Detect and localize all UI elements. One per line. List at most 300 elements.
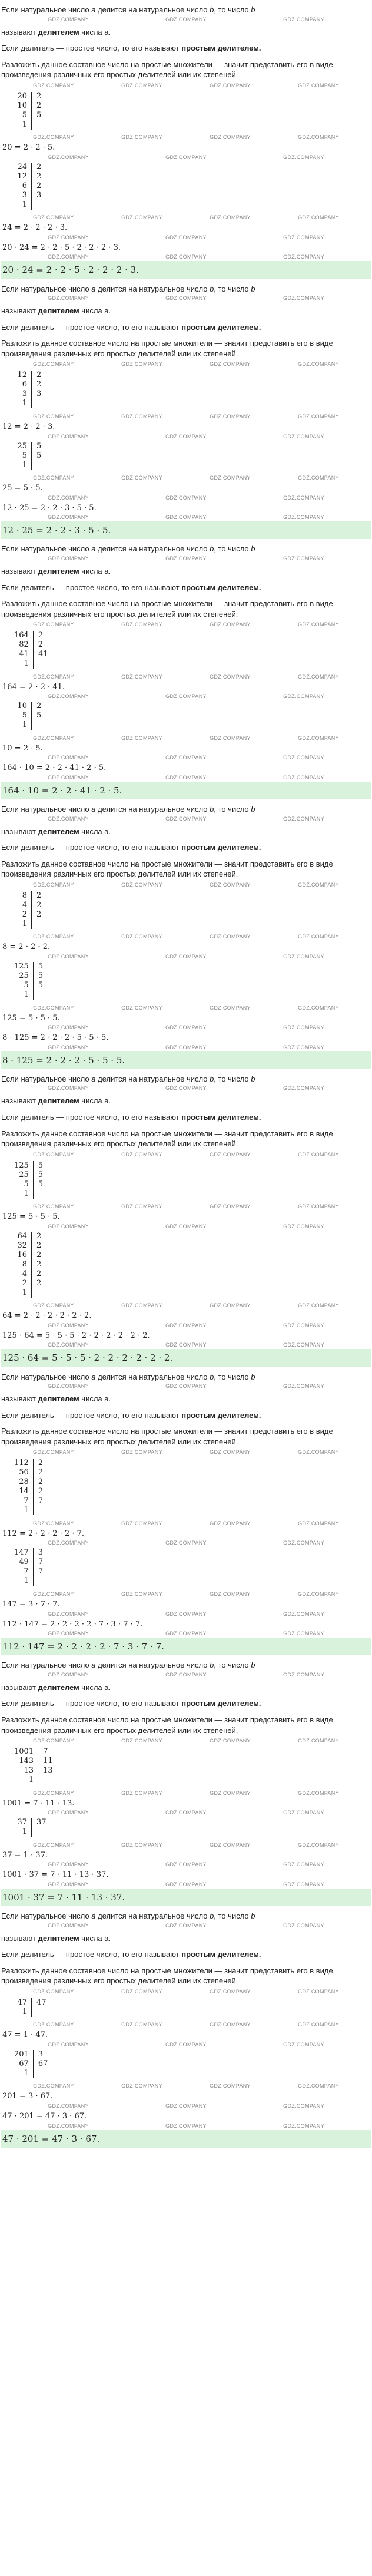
watermark: GDZ.COMPANY <box>121 1738 162 1744</box>
dividend-cell: 13 <box>12 1766 38 1775</box>
watermark: GDZ.COMPANY <box>121 673 162 680</box>
watermark: GDZ.COMPANY <box>283 1383 324 1390</box>
watermark: GDZ.COMPANY <box>33 881 74 888</box>
term-divisor: делителем <box>38 566 79 576</box>
watermark: GDZ.COMPANY <box>48 2122 89 2129</box>
watermark: GDZ.COMPANY <box>165 1085 207 1092</box>
watermark: GDZ.COMPANY <box>121 1590 162 1597</box>
prime-divisor-cell: 2 <box>36 181 42 190</box>
factorization-row <box>12 1567 54 1576</box>
prime-divisor-cell: 5 <box>36 451 42 460</box>
prime-divisor-cell: 2 <box>36 1250 42 1259</box>
prime-divisor-cell: 2 <box>36 900 42 910</box>
dividend-cell: 56 <box>12 1468 33 1477</box>
watermark-row <box>1 2042 371 2048</box>
dividend-cell: 1 <box>12 461 32 470</box>
watermark: GDZ.COMPANY <box>165 1540 207 1546</box>
definition-prime-divisor <box>1 1695 371 1710</box>
watermark: GDZ.COMPANY <box>121 1151 162 1158</box>
dividend-cell: 125 <box>12 962 33 971</box>
answer-highlight: 164 · 10 = 2 · 2 · 41 · 2 · 5. <box>1 782 371 799</box>
dividend-cell: 37 <box>12 1818 32 1827</box>
dividend-cell: 1 <box>12 659 33 669</box>
definition-text: называют <box>1 826 38 836</box>
prime-divisor-cell: 67 <box>38 2059 48 2068</box>
dividend-cell: 112 <box>12 1459 33 1468</box>
watermark: GDZ.COMPANY <box>48 1383 89 1390</box>
prime-divisor-cell: 7 <box>38 1567 44 1576</box>
watermark: GDZ.COMPANY <box>298 214 339 221</box>
watermark-row <box>1 234 371 240</box>
watermark-row <box>1 954 371 960</box>
factorization-row <box>12 1260 52 1269</box>
dividend-cell: 2 <box>12 1279 32 1288</box>
prime-divisor-cell <box>33 990 54 1000</box>
solution-blocks <box>1 629 371 799</box>
factorization-row <box>12 1189 54 1199</box>
prime-divisor-cell: 5 <box>36 110 42 120</box>
watermark-row <box>1 674 371 680</box>
watermark: GDZ.COMPANY <box>210 934 251 940</box>
equation-line: 1001 = 7 · 11 · 13. <box>2 1798 75 1808</box>
definition-text: , то число <box>214 1074 251 1083</box>
watermark-row <box>1 360 371 368</box>
definition-text: числа a. <box>79 27 111 37</box>
term-prime-divisor: простым делителем. <box>181 322 261 332</box>
watermark: GDZ.COMPANY <box>121 1203 162 1210</box>
factorization-table <box>12 163 52 210</box>
watermark: GDZ.COMPANY <box>33 214 74 221</box>
watermark-row <box>1 1085 371 1091</box>
watermark-row <box>1 1631 371 1636</box>
prime-divisor-cell: 2 <box>36 1241 42 1250</box>
watermark: GDZ.COMPANY <box>298 1988 339 1995</box>
var-b: b <box>251 544 255 554</box>
var-a: a <box>91 1912 96 1921</box>
watermark: GDZ.COMPANY <box>165 16 207 22</box>
dividend-cell: 164 <box>12 631 33 640</box>
prime-divisor-cell <box>32 120 52 130</box>
watermark: GDZ.COMPANY <box>210 1004 251 1011</box>
prime-divisor-cell <box>33 659 54 669</box>
equation-line: 12 = 2 · 2 · 3. <box>2 422 55 431</box>
watermark: GDZ.COMPANY <box>48 953 89 960</box>
definition-text: делится на натуральное число <box>95 284 210 293</box>
dividend-cell: 67 <box>12 2059 33 2069</box>
definition-prime-divisor <box>1 1407 371 1422</box>
watermark-row <box>1 1342 371 1348</box>
var-a: a <box>91 284 96 293</box>
dividend-cell: 125 <box>12 1161 33 1170</box>
var-b: b <box>210 1372 214 1381</box>
watermark: GDZ.COMPANY <box>33 2083 74 2089</box>
factorization-row <box>12 1459 54 1468</box>
watermark: GDZ.COMPANY <box>48 1223 89 1229</box>
prime-divisor-cell <box>32 200 52 210</box>
prime-divisor-cell: 47 <box>36 1998 46 2007</box>
var-b: b <box>251 1074 255 1083</box>
prime-divisor-cell: 2 <box>38 1487 44 1496</box>
watermark: GDZ.COMPANY <box>165 1671 207 1678</box>
dividend-cell: 1 <box>12 200 32 210</box>
term-divisor: делителем <box>38 1096 79 1106</box>
factorization-row <box>12 1775 58 1785</box>
watermark: GDZ.COMPANY <box>165 1223 207 1229</box>
watermark-row <box>1 16 371 22</box>
dividend-cell: 8 <box>12 891 32 901</box>
watermark: GDZ.COMPANY <box>283 295 324 302</box>
dividend-cell: 1 <box>12 2069 33 2078</box>
factorization-row <box>12 1487 54 1496</box>
prime-divisor-cell: 37 <box>36 1818 46 1827</box>
prime-divisor-cell: 2 <box>36 1259 42 1269</box>
prime-divisor-cell: 7 <box>38 1557 44 1567</box>
definition-text: числа a. <box>79 566 111 576</box>
watermark: GDZ.COMPANY <box>210 1203 251 1210</box>
watermark: GDZ.COMPANY <box>33 414 74 419</box>
watermark-row <box>1 434 371 439</box>
watermark: GDZ.COMPANY <box>283 1631 324 1637</box>
var-b: b <box>210 1074 214 1083</box>
dividend-cell: 1 <box>12 120 32 130</box>
dividend-cell: 8 <box>12 1260 32 1269</box>
watermark: GDZ.COMPANY <box>48 1085 89 1092</box>
watermark-row <box>1 775 371 781</box>
dividend-cell: 1 <box>12 2008 32 2017</box>
watermark: GDZ.COMPANY <box>121 1988 162 1995</box>
watermark: GDZ.COMPANY <box>298 361 339 368</box>
factorization-row <box>12 111 52 120</box>
var-a: a <box>91 1661 96 1670</box>
watermark: GDZ.COMPANY <box>165 774 207 781</box>
watermark: GDZ.COMPANY <box>298 1590 339 1597</box>
watermark: GDZ.COMPANY <box>48 1881 89 1887</box>
factorization-row <box>12 1170 54 1180</box>
definition-text: , то число <box>214 5 251 14</box>
answer-highlight: 47 · 201 = 47 · 3 · 67. <box>1 2130 371 2148</box>
factorization-row <box>12 191 52 200</box>
dividend-cell: 32 <box>12 1241 32 1251</box>
definition-text: числа a. <box>79 826 111 836</box>
watermark: GDZ.COMPANY <box>121 82 162 88</box>
watermark-row <box>1 514 371 520</box>
watermark-row <box>1 2022 371 2028</box>
watermark-row <box>1 1024 371 1030</box>
watermark-row <box>1 414 371 419</box>
dividend-cell: 1 <box>12 1775 38 1785</box>
definition-text: числа a. <box>79 306 111 316</box>
watermark: GDZ.COMPANY <box>298 621 339 628</box>
solution-section <box>0 1070 372 1367</box>
watermark: GDZ.COMPANY <box>283 1223 324 1229</box>
definition-divisor-end <box>1 302 371 318</box>
term-prime-divisor: простым делителем. <box>181 843 261 852</box>
solution-blocks <box>1 368 371 539</box>
watermark: GDZ.COMPANY <box>48 1044 89 1050</box>
var-b: b <box>210 1912 214 1921</box>
watermark: GDZ.COMPANY <box>298 475 339 481</box>
watermark: GDZ.COMPANY <box>283 494 324 501</box>
term-prime-divisor: простым делителем. <box>181 44 261 53</box>
watermark: GDZ.COMPANY <box>165 295 207 302</box>
watermark: GDZ.COMPANY <box>210 621 251 628</box>
definition-text: Если натуральное число <box>1 805 92 814</box>
prime-divisor-cell <box>33 1506 54 1515</box>
prime-divisor-cell: 2 <box>36 702 42 711</box>
watermark: GDZ.COMPANY <box>283 1671 324 1678</box>
var-a: a <box>91 1074 96 1083</box>
watermark: GDZ.COMPANY <box>165 953 207 960</box>
prime-divisor-cell <box>32 399 52 408</box>
prime-divisor-cell: 7 <box>38 1496 44 1506</box>
watermark: GDZ.COMPANY <box>283 1861 324 1868</box>
factorization-row <box>12 2008 52 2017</box>
factorization-row <box>12 2069 54 2078</box>
equation-line: 20 = 2 · 2 · 5. <box>2 143 55 153</box>
factorization-row <box>12 720 52 730</box>
watermark: GDZ.COMPANY <box>165 1044 207 1050</box>
definition-text: Если натуральное число <box>1 1372 92 1381</box>
prime-divisor-cell: 2 <box>38 1459 44 1468</box>
var-b: b <box>210 805 214 814</box>
dividend-cell: 4 <box>12 901 32 910</box>
dividend-cell: 49 <box>12 1557 33 1567</box>
watermark: GDZ.COMPANY <box>121 1449 162 1456</box>
var-b: b <box>251 1661 255 1670</box>
definition-divisor <box>1 1070 371 1086</box>
watermark-row <box>1 1322 371 1328</box>
watermark: GDZ.COMPANY <box>48 16 89 22</box>
watermark-row <box>1 934 371 940</box>
equation-line: 24 = 2 · 2 · 2 · 3. <box>2 223 68 233</box>
definition-text: Если делитель — простое число, то его называют <box>1 322 182 332</box>
watermark: GDZ.COMPANY <box>298 1151 339 1158</box>
prime-divisor-cell: 11 <box>43 1757 53 1766</box>
watermark: GDZ.COMPANY <box>48 755 89 761</box>
watermark: GDZ.COMPANY <box>283 1322 324 1328</box>
equation-line: 1001 · 37 = 7 · 11 · 13 · 37. <box>2 1870 109 1880</box>
watermark: GDZ.COMPANY <box>48 234 89 240</box>
definition-text: делится на натуральное число <box>95 5 210 14</box>
factorization-row <box>12 1576 54 1586</box>
dividend-cell: 12 <box>12 371 32 380</box>
watermark: GDZ.COMPANY <box>33 1590 74 1597</box>
factorization-table <box>12 1747 58 1785</box>
watermark: GDZ.COMPANY <box>283 2102 324 2109</box>
solution-section <box>0 1656 372 1906</box>
factorization-table <box>12 1161 54 1199</box>
watermark-row <box>1 1448 371 1456</box>
watermark: GDZ.COMPANY <box>298 1738 339 1744</box>
definition-prime-divisor <box>1 839 371 854</box>
var-b: b <box>210 284 214 293</box>
equation-line: 10 = 2 · 5. <box>2 743 43 753</box>
factorization-table <box>12 1548 54 1586</box>
watermark: GDZ.COMPANY <box>48 295 89 302</box>
equation-line: 47 · 201 = 47 · 3 · 67. <box>2 2111 87 2121</box>
answer-highlight: 8 · 125 = 2 · 2 · 2 · 5 · 5 · 5. <box>1 1051 371 1069</box>
dividend-cell: 6 <box>12 380 32 389</box>
factorization-row <box>12 910 52 920</box>
equation-line: 8 · 125 = 2 · 2 · 2 · 5 · 5 · 5. <box>2 1033 109 1043</box>
watermark-row <box>1 1737 371 1745</box>
prime-divisor-cell: 5 <box>38 1160 44 1170</box>
prime-divisor-cell: 2 <box>38 640 44 650</box>
factorization-row <box>12 702 52 711</box>
watermark: GDZ.COMPANY <box>298 1203 339 1210</box>
watermark: GDZ.COMPANY <box>121 621 162 628</box>
watermark-row <box>1 1005 371 1011</box>
watermark: GDZ.COMPANY <box>165 1342 207 1348</box>
dividend-cell: 2 <box>12 910 32 920</box>
equation-line: 164 · 10 = 2 · 2 · 41 · 2 · 5. <box>2 763 107 773</box>
watermark-row <box>1 1383 371 1389</box>
definition-text: Если натуральное число <box>1 1661 92 1670</box>
definition-factorization: Разложить данное составное число на простые множители — значит представить его в виде произведения различных его простых делителей или их степеней. <box>1 1715 333 1735</box>
definition-factorization: Разложить данное составное число на простые множители — значит представить его в виде произведения различных его простых делителей или их степеней. <box>1 1427 333 1446</box>
factorization-row <box>12 1279 52 1288</box>
watermark: GDZ.COMPANY <box>165 2041 207 2048</box>
factorization-table <box>12 442 52 470</box>
watermark: GDZ.COMPANY <box>48 1024 89 1031</box>
var-b: b <box>251 1372 255 1381</box>
factorization-table <box>12 631 54 669</box>
definition-text: называют <box>1 1933 38 1943</box>
watermark: GDZ.COMPANY <box>283 1881 324 1887</box>
watermark: GDZ.COMPANY <box>121 934 162 940</box>
dividend-cell: 7 <box>12 1496 33 1506</box>
watermark-row <box>1 134 371 140</box>
watermark: GDZ.COMPANY <box>48 555 89 561</box>
factorization-table <box>12 371 52 408</box>
prime-divisor-cell: 5 <box>38 1179 44 1189</box>
factorization-row <box>12 451 52 461</box>
factorization-row <box>12 981 54 990</box>
solution-section <box>0 801 372 1069</box>
definition-divisor-end <box>1 1390 371 1406</box>
factorization-row <box>12 1251 52 1260</box>
watermark: GDZ.COMPANY <box>298 1841 339 1848</box>
definition-text: Если делитель — простое число, то его называют <box>1 1699 182 1708</box>
watermark-row <box>1 1842 371 1848</box>
prime-divisor-cell: 13 <box>43 1766 53 1775</box>
dividend-cell: 7 <box>12 1567 33 1576</box>
watermark: GDZ.COMPANY <box>165 154 207 160</box>
answer-highlight: 1001 · 37 = 7 · 11 · 13 · 37. <box>1 1889 371 1906</box>
factorization-row <box>12 1766 58 1775</box>
watermark-row <box>1 1810 371 1816</box>
watermark: GDZ.COMPANY <box>210 134 251 141</box>
term-prime-divisor: простым делителем. <box>181 1950 261 1959</box>
document <box>0 1 372 2151</box>
factorization-table <box>12 2050 54 2078</box>
term-prime-divisor: простым делителем. <box>181 583 261 592</box>
definition-text: Если делитель — простое число, то его называют <box>1 44 182 53</box>
definition-text: называют <box>1 306 38 316</box>
prime-divisor-cell: 3 <box>38 2049 44 2059</box>
prime-divisor-cell <box>38 1775 59 1785</box>
watermark: GDZ.COMPANY <box>283 1611 324 1617</box>
solution-blocks <box>1 1996 371 2148</box>
dividend-cell: 12 <box>12 172 32 181</box>
watermark: GDZ.COMPANY <box>210 361 251 368</box>
prime-divisor-cell: 2 <box>36 171 42 181</box>
watermark: GDZ.COMPANY <box>283 2122 324 2129</box>
watermark: GDZ.COMPANY <box>121 134 162 141</box>
definition-text: называют <box>1 1682 38 1692</box>
factorization-table <box>12 1459 54 1515</box>
watermark: GDZ.COMPANY <box>283 555 324 561</box>
prime-divisor-cell: 5 <box>36 441 42 451</box>
watermark: GDZ.COMPANY <box>165 1631 207 1637</box>
factorization-row <box>12 1998 52 2008</box>
dividend-cell: 1 <box>12 1189 33 1199</box>
watermark: GDZ.COMPANY <box>33 134 74 141</box>
watermark: GDZ.COMPANY <box>283 774 324 781</box>
definition-divisor <box>1 280 371 296</box>
factorization-row <box>12 181 52 191</box>
watermark: GDZ.COMPANY <box>210 1449 251 1456</box>
dividend-cell: 47 <box>12 1998 32 2008</box>
definition-text: делится на натуральное число <box>95 1074 210 1083</box>
term-divisor: делителем <box>38 27 79 37</box>
factorization-row <box>12 901 52 910</box>
definition-prime-divisor <box>1 319 371 334</box>
watermark-row <box>1 2103 371 2109</box>
watermark-row <box>1 1988 371 1996</box>
dividend-cell: 1001 <box>12 1747 38 1757</box>
factorization-row <box>12 1496 54 1506</box>
watermark: GDZ.COMPANY <box>121 735 162 741</box>
watermark: GDZ.COMPANY <box>48 254 89 260</box>
factorization-row <box>12 891 52 901</box>
prime-divisor-cell: 2 <box>36 162 42 171</box>
factorization-row <box>12 380 52 389</box>
watermark: GDZ.COMPANY <box>121 881 162 888</box>
definition-prime-divisor <box>1 1946 371 1961</box>
factorization-row <box>12 1288 52 1298</box>
definition-text: Если натуральное число <box>1 5 92 14</box>
definition-text: , то число <box>214 284 251 293</box>
watermark: GDZ.COMPANY <box>165 433 207 439</box>
definition-divisor <box>1 801 371 816</box>
watermark-row <box>1 1611 371 1617</box>
factorization-row <box>12 1827 52 1837</box>
prime-divisor-cell <box>33 1576 54 1586</box>
watermark-row <box>1 2123 371 2129</box>
equation-line: 125 · 64 = 5 · 5 · 5 · 2 · 2 · 2 · 2 · 2 · 2. <box>2 1331 150 1340</box>
watermark-row <box>1 816 371 822</box>
factorization-row <box>12 163 52 172</box>
dividend-cell: 143 <box>12 1757 38 1766</box>
watermark-row <box>1 755 371 760</box>
solution-blocks <box>1 1745 371 1906</box>
definition-divisor <box>1 1907 371 1923</box>
definition-divisor-end <box>1 1679 371 1694</box>
factorization-row <box>12 920 52 929</box>
solution-section <box>0 1907 372 2148</box>
definition-text: называют <box>1 1394 38 1404</box>
solution-blocks <box>1 889 371 1069</box>
definition-text: делится на натуральное число <box>95 1372 210 1381</box>
watermark-row <box>1 1203 371 1209</box>
watermark: GDZ.COMPANY <box>210 475 251 481</box>
watermark: GDZ.COMPANY <box>165 1611 207 1617</box>
watermark: GDZ.COMPANY <box>210 1841 251 1848</box>
definition-factorization: Разложить данное составное число на простые множители — значит представить его в виде произведения различных его простых делителей или их степеней. <box>1 859 333 879</box>
dividend-cell: 1 <box>12 1827 32 1837</box>
definition-text: числа a. <box>79 1682 111 1692</box>
